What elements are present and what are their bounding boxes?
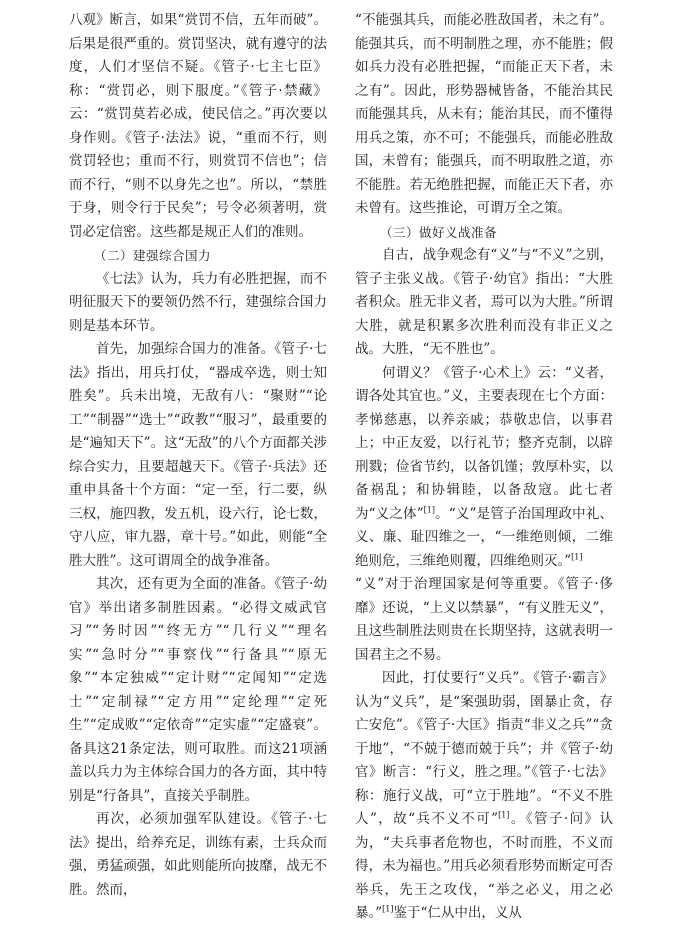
citation-ref: [1]	[498, 810, 510, 820]
right-paragraph-2	[355, 362, 613, 574]
left-paragraph-1: 《七法》认为，兵力有必胜把握，而不明征服天下的要领仍然不行，建强综合国力则是基本环节。	[69, 270, 327, 334]
paragraph-text: 何谓义？《管子·心术上》云：“义者，谓各处其宜也。”义，主要表现在七个方面：孝悌慈惠，以养亲戚；恭敬忠信，以事君上；中正友爱，以行礼节；整齐克制，以辟刑戮；俭省节约，以备饥馑；敦厚朴实，以备祸乱；和协辑睦，以备敌寇。此七者为“义之体”	[355, 364, 613, 522]
right-paragraph-1: 自古，战争观念有“义”与“不义”之别，管子主张义战。《管子·幼官》指出：“大胜者积众。胜无非义者，焉可以为大胜。”所谓大胜，就是积累多次胜利而没有非正义之战。大胜，“无不胜也”。	[355, 247, 613, 357]
citation-ref: [1]	[571, 552, 583, 561]
citation-ref: [1]	[382, 904, 394, 914]
paragraph-text: 。“义”是管子治国理政中礼、义、廉、耻四维之一，“一维绝则倾，二维绝则危，三维绝则覆，四维绝则灭。”	[355, 505, 613, 569]
section-heading-3: （三）做好义战准备	[380, 224, 498, 240]
right-paragraph-continued: “不能强其兵，而能必胜敌国者，未之有”。能强其兵，而不明制胜之理，亦不能胜；假如兵力没有必胜把握，“而能正天下者，未之有”。因此，形势器械皆备，不能治其民而能强其兵，从未有；能治其民，而不懂得用兵之策，亦不可；不能强兵，而能必胜敌国，未曾有；能强兵，而不明取胜之道，亦不能胜。若无绝胜把握，而能正天下者，亦未曾有。这些推论，可谓万全之策。	[355, 12, 613, 216]
left-column	[69, 9, 327, 902]
paragraph-text: 。《管子·问》认为，“夫兵事者危物也，不时而胜，不义而得，未为福也。”用兵必须看形势而断定可否举兵，先王之攻伐，“举之必义，用之必暴。”	[355, 811, 613, 921]
right-paragraph-3	[355, 667, 613, 926]
right-column	[355, 9, 613, 926]
section-heading-2: （二）建强综合国力	[94, 248, 212, 263]
paragraph-text: 鉴于“仁从中出，义从	[393, 905, 522, 921]
left-paragraph-2: 首先，加强综合国力的准备。《管子·七法》指出，用兵打仗，“器成卒选，则士知胜矣”。兵未出境，无敌有八：“聚财”“论工”“制器”“选士”“政教”“服习”，最重要的是“遍知天下”。这“无敌”的八个方面都关涉综合实力，且要超越天下。《管子·兵法》还重申具备十个方面：“定一至，行二要，纵三权，施四教，发五机，设六行，论七数，守八应，审九器，章十号。”如此，则能“全胜大胜”。这可谓周全的战争准备。	[69, 341, 327, 569]
left-paragraph-3: 其次，还有更为全面的准备。《管子·幼官》举出诸多制胜因素。“必得文威武官习”“务时因”“终无方”“几行义”“理名实”“急时分”“事察伐”“行备具”“原无象”“本定独威”“定计财”“定闻知”“定选士”“定制禄”“定方用”“定纶理”“定死生”“定成败”“定依奇”“定实虚”“定盛衰”。备具这21条定法，则可取胜。而这21项涵盖以兵力为主体综合国力的各方面，其中特别是“行备具”，直接关乎制胜。	[69, 576, 327, 804]
left-paragraph-continued: 八观》断言，如果“赏罚不信，五年而破”。后果是很严重的。赏罚坚决，就有遵守的法度，人们才坚信不疑。《管子·七主七臣》称：“赏罚必，则下服度。”《管子·禁藏》云：“赏罚莫若必成，使民信之。”再次要以身作则。《管子·法法》说，“重而不行，则赏罚轻也；重而不行，则赏罚不信也”；信而不行，“则不以身先之也”。所以，“禁胜于身，则令行于民矣”；号令必须著明，赏罚必定信密。这些都是规正人们的准则。	[69, 12, 327, 240]
paragraph-text: 因此，打仗要行“义兵”。《管子·霸言》认为“义兵”，是“案强助弱，圉暴止贪，存亡安危”。《管子·大匡》指责“非义之兵”“贪于地”，“不兢于德而兢于兵”；并《管子·幼官》断言：“行义，胜之理。”《管子·七法》称：施行义战，可“立于胜地”。“不义不胜人”，故“兵不义不可”	[355, 670, 613, 827]
citation-ref: [1]	[423, 505, 435, 514]
right-paragraph-2-cont: “义”对于治理国家是何等重要。《管子·侈靡》还说，“上义以禁暴”，“有义胜无义”，且这些制胜法则贵在长期坚持，这就表明一国君主之不易。	[355, 576, 613, 663]
left-paragraph-4: 再次，必须加强军队建设。《管子·七法》提出，给养充足，训练有素，士兵众而强，勇猛顽强，如此则能所向披靡，战无不胜。然而，	[69, 811, 327, 898]
